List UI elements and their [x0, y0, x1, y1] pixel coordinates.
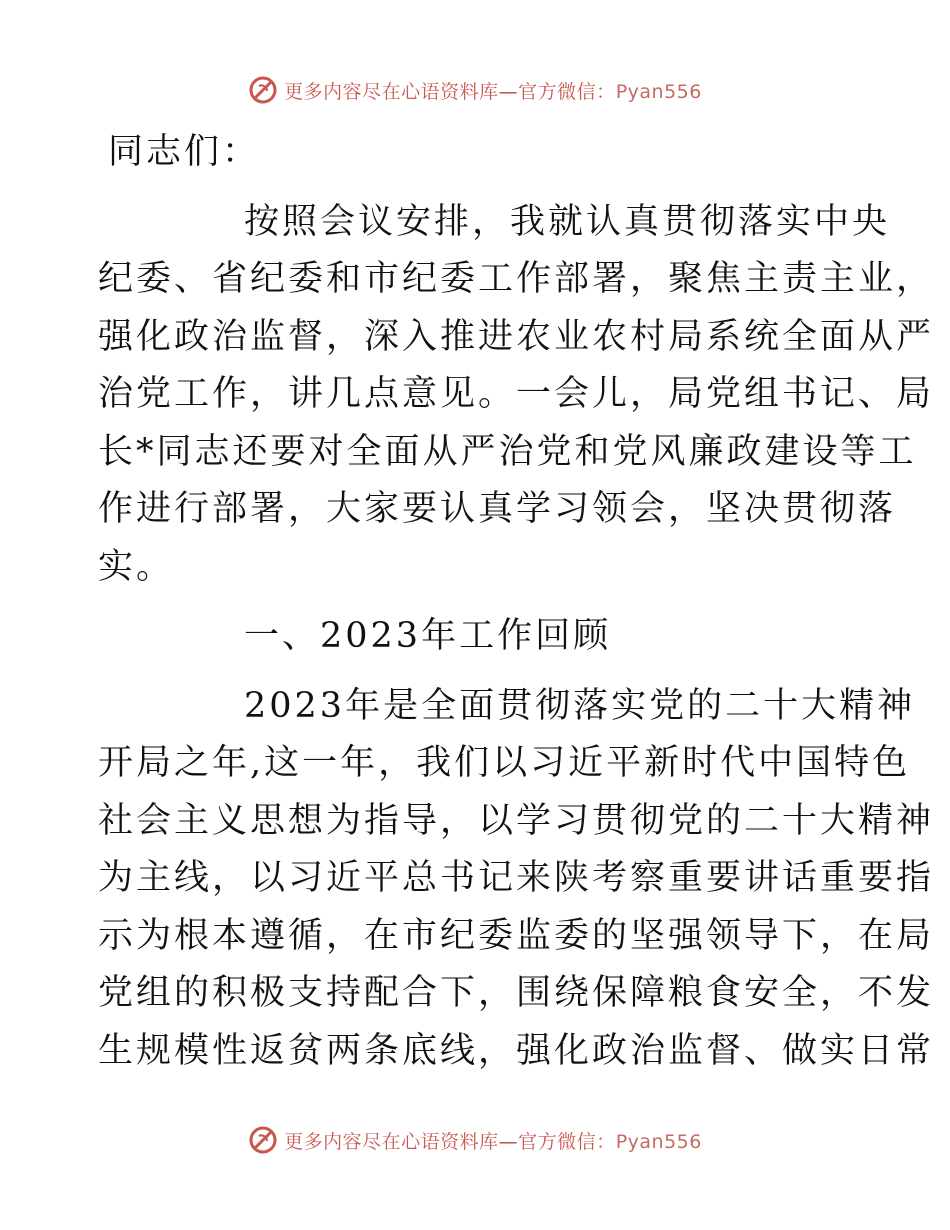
footer-watermark	[0, 1120, 950, 1160]
watermark-title: 更多内容尽在心语资料库	[284, 1130, 499, 1153]
watermark-logo-icon	[248, 75, 278, 105]
watermark-separator: —	[498, 1130, 519, 1153]
watermark-id: Pyan556	[615, 1130, 702, 1153]
watermark-label: 官方微信：	[518, 1130, 616, 1153]
paragraph-line: 治党工作，讲几点意见。一会儿，局党组书记、局	[98, 374, 935, 414]
paragraph-line: 长*同志还要对全面从严治党和党风廉政建设等工	[98, 431, 917, 472]
watermark-text	[284, 1127, 702, 1154]
watermark-title: 更多内容尽在心语资料库	[284, 80, 499, 103]
paragraph-line: 实。	[98, 546, 175, 587]
paragraph-line: 生规模性返贫两条底线，强化政治监督、做实日常	[98, 1030, 935, 1071]
paragraph-line: 开局之年,这一年，我们以习近平新时代中国特色	[98, 743, 911, 783]
paragraph-line: 纪委、省纪委和市纪委工作部署，聚焦主责主业，	[98, 259, 935, 299]
salutation: 同志们：	[108, 132, 261, 172]
header-watermark	[0, 70, 950, 110]
paragraph-line: 为主线，以习近平总书记来陕考察重要讲话重要指	[98, 858, 935, 898]
paragraph-line: 作进行部署，大家要认真学习领会，坚决贯彻落	[98, 489, 897, 529]
paragraph-line: 示为根本遵循，在市纪委监委的坚强领导下，在局	[98, 915, 935, 956]
watermark-id: Pyan556	[615, 80, 702, 103]
paragraph-line: 按照会议安排，我就认真贯彻落实中央	[244, 201, 891, 242]
paragraph-line: 强化政治监督，深入推进农业农村局系统全面从严	[98, 316, 935, 357]
watermark-text	[284, 77, 702, 104]
watermark-logo-icon	[248, 1125, 278, 1155]
paragraph-line: 社会主义思想为指导，以学习贯彻党的二十大精神	[98, 800, 935, 841]
document-body	[98, 124, 935, 1080]
watermark-separator: —	[498, 80, 519, 103]
paragraph-line: 党组的积极支持配合下，围绕保障粮食安全，不发	[98, 973, 935, 1013]
paragraph-line: 2023年是全面贯彻落实党的二十大精神	[244, 685, 916, 726]
watermark-label: 官方微信：	[518, 80, 616, 103]
section-heading: 一、2023年工作回顾	[244, 616, 612, 656]
